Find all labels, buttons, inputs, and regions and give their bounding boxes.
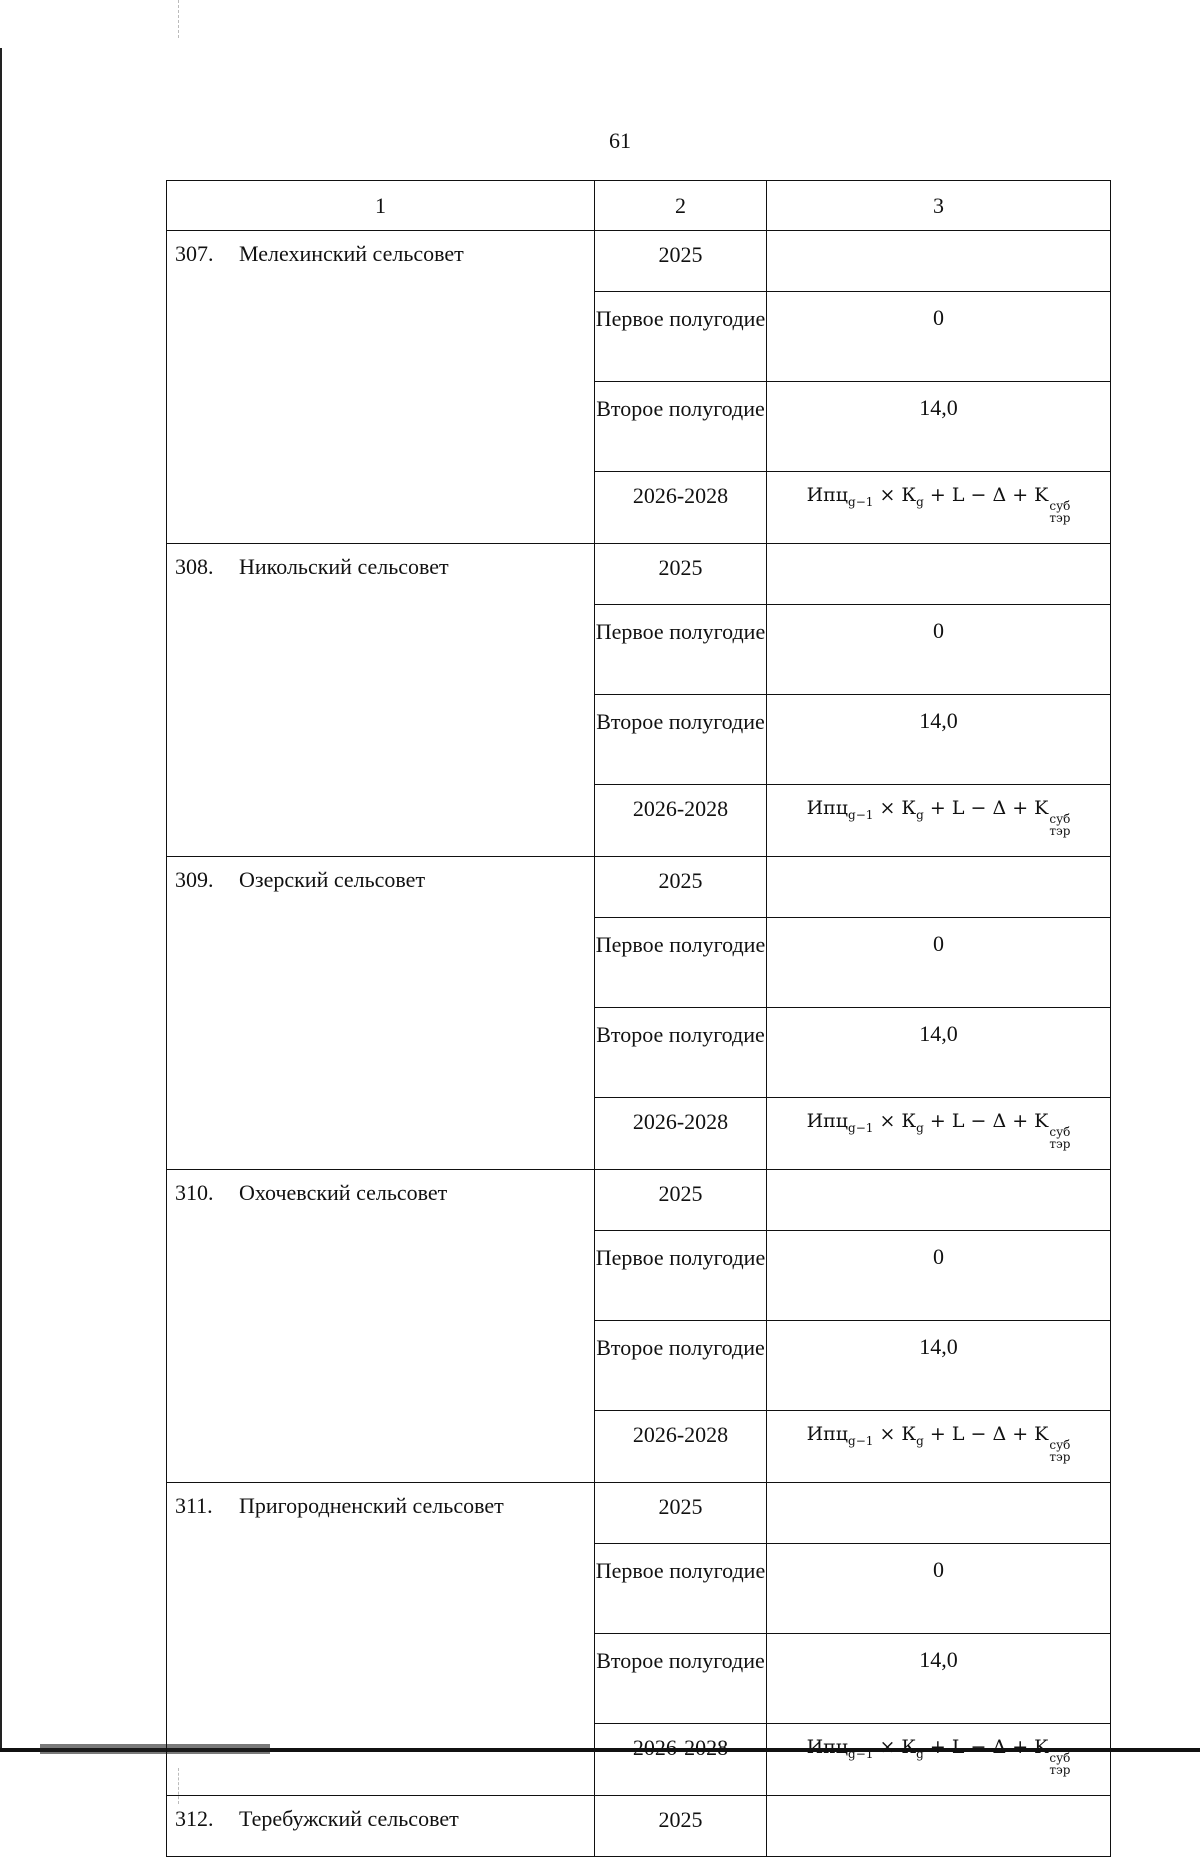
period-cell: Второе полугодие: [595, 1634, 767, 1724]
settlement-name: Озерский сельсовет: [239, 867, 426, 892]
formula-cell: [767, 785, 1111, 857]
period-cell: 2026-2028: [595, 1411, 767, 1483]
value-cell: 14,0: [767, 382, 1111, 472]
value-cell: 0: [767, 918, 1111, 1008]
settlement-cell: [167, 857, 595, 1170]
formula-k-sub: g: [916, 1120, 924, 1135]
period-cell: Первое полугодие: [595, 1544, 767, 1634]
table-row: [167, 1483, 1111, 1544]
period-cell: 2026-2028: [595, 1724, 767, 1796]
value-cell: [767, 231, 1111, 292]
value-cell: [767, 544, 1111, 605]
formula-k2-sub: тэр: [1049, 824, 1071, 838]
formula-times: ×: [879, 1423, 896, 1445]
formula-times: ×: [879, 1736, 896, 1758]
formula-k2-sup: суб: [1049, 499, 1071, 513]
formula-cell: [767, 1411, 1111, 1483]
period-cell: Первое полугодие: [595, 605, 767, 695]
settlement-number: 307.: [175, 241, 214, 266]
formula-k2-indices: [1049, 500, 1070, 524]
period-cell: Второе полугодие: [595, 1008, 767, 1098]
formula-k2-sup: суб: [1049, 812, 1071, 826]
period-cell: 2026-2028: [595, 1098, 767, 1170]
formula-rest: + L − Δ + K: [929, 1736, 1049, 1758]
period-cell: 2026-2028: [595, 785, 767, 857]
formula-k2-indices: [1049, 1752, 1070, 1776]
formula-rest: + L − Δ + K: [929, 1423, 1049, 1445]
settlements-table: [166, 180, 1111, 1857]
formula-k: К: [901, 484, 917, 506]
period-cell: 2025: [595, 1796, 767, 1857]
value-cell: 0: [767, 1544, 1111, 1634]
table-row: [167, 1796, 1111, 1857]
settlement-number: 312.: [175, 1806, 214, 1831]
formula-base: Ипц: [806, 1110, 849, 1132]
formula-cell: [767, 472, 1111, 544]
formula-base-sub: g−1: [848, 1120, 874, 1135]
formula-k-sub: g: [916, 807, 924, 822]
formula-rest: + L − Δ + K: [929, 797, 1049, 819]
settlement-number: 309.: [175, 867, 214, 892]
table-row: [167, 857, 1111, 918]
settlement-name: Теребужский сельсовет: [239, 1806, 459, 1831]
formula-base: Ипц: [806, 1736, 849, 1758]
value-cell: [767, 1483, 1111, 1544]
formula-k-sub: g: [916, 494, 924, 509]
period-cell: 2025: [595, 231, 767, 292]
formula-k2-indices: [1049, 1126, 1070, 1150]
formula-base: Ипц: [806, 1423, 849, 1445]
table-header-row: [167, 181, 1111, 231]
formula-base-sub: g−1: [848, 494, 874, 509]
value-cell: 0: [767, 605, 1111, 695]
formula-k-sub: g: [916, 1746, 924, 1761]
formula-k-sub: g: [916, 1433, 924, 1448]
value-cell: 0: [767, 292, 1111, 382]
formula-k2-sup: суб: [1049, 1751, 1071, 1765]
value-cell: [767, 1796, 1111, 1857]
period-cell: 2025: [595, 1170, 767, 1231]
scan-border-left: [0, 48, 2, 1748]
formula-k2-sup: суб: [1049, 1125, 1071, 1139]
settlement-cell: [167, 1483, 595, 1796]
header-col-2: 2: [595, 181, 767, 231]
formula-base: Ипц: [806, 484, 849, 506]
formula-base-sub: g−1: [848, 1433, 874, 1448]
period-cell: Первое полугодие: [595, 292, 767, 382]
settlement-name: Пригородненский сельсовет: [239, 1493, 504, 1518]
value-cell: 14,0: [767, 1008, 1111, 1098]
period-cell: 2025: [595, 1483, 767, 1544]
value-cell: 0: [767, 1231, 1111, 1321]
table-row: [167, 1170, 1111, 1231]
formula-times: ×: [879, 1110, 896, 1132]
formula-k2-sub: тэр: [1049, 1450, 1071, 1464]
value-cell: [767, 1170, 1111, 1231]
settlement-name: Охочевский сельсовет: [239, 1180, 448, 1205]
formula-k2-sup: суб: [1049, 1438, 1071, 1452]
period-cell: Второе полугодие: [595, 1321, 767, 1411]
header-col-3: 3: [767, 181, 1111, 231]
formula-k2-indices: [1049, 813, 1070, 837]
formula-rest: + L − Δ + K: [929, 1110, 1049, 1132]
settlement-number: 310.: [175, 1180, 214, 1205]
formula-k: К: [901, 1423, 917, 1445]
settlement-name: Мелехинский сельсовет: [239, 241, 464, 266]
formula-base-sub: g−1: [848, 1746, 874, 1761]
period-cell: 2025: [595, 857, 767, 918]
settlement-cell: [167, 1796, 595, 1857]
formula-base: Ипц: [806, 797, 849, 819]
page-number: 61: [609, 128, 631, 153]
value-cell: 14,0: [767, 1634, 1111, 1724]
formula-base-sub: g−1: [848, 807, 874, 822]
settlement-name: Никольский сельсовет: [239, 554, 449, 579]
scan-mark-top: [178, 0, 180, 38]
formula-k: К: [901, 797, 917, 819]
formula-cell: [767, 1098, 1111, 1170]
header-col-1: 1: [167, 181, 595, 231]
table-row: [167, 231, 1111, 292]
formula-k2-sub: тэр: [1049, 511, 1071, 525]
table-row: [167, 544, 1111, 605]
period-cell: 2026-2028: [595, 472, 767, 544]
value-cell: 14,0: [767, 695, 1111, 785]
value-cell: 14,0: [767, 1321, 1111, 1411]
period-cell: Второе полугодие: [595, 695, 767, 785]
formula-cell: [767, 1724, 1111, 1796]
value-cell: [767, 857, 1111, 918]
period-cell: Первое полугодие: [595, 1231, 767, 1321]
period-cell: Второе полугодие: [595, 382, 767, 472]
period-cell: Первое полугодие: [595, 918, 767, 1008]
settlement-cell: [167, 1170, 595, 1483]
formula-k2-sub: тэр: [1049, 1137, 1071, 1151]
period-cell: 2025: [595, 544, 767, 605]
settlement-number: 311.: [175, 1493, 213, 1518]
formula-k2-indices: [1049, 1439, 1070, 1463]
formula-k: К: [901, 1110, 917, 1132]
settlement-number: 308.: [175, 554, 214, 579]
formula-rest: + L − Δ + K: [929, 484, 1049, 506]
settlement-cell: [167, 231, 595, 544]
formula-times: ×: [879, 797, 896, 819]
formula-k2-sub: тэр: [1049, 1763, 1071, 1777]
formula-k: К: [901, 1736, 917, 1758]
settlement-cell: [167, 544, 595, 857]
formula-times: ×: [879, 484, 896, 506]
